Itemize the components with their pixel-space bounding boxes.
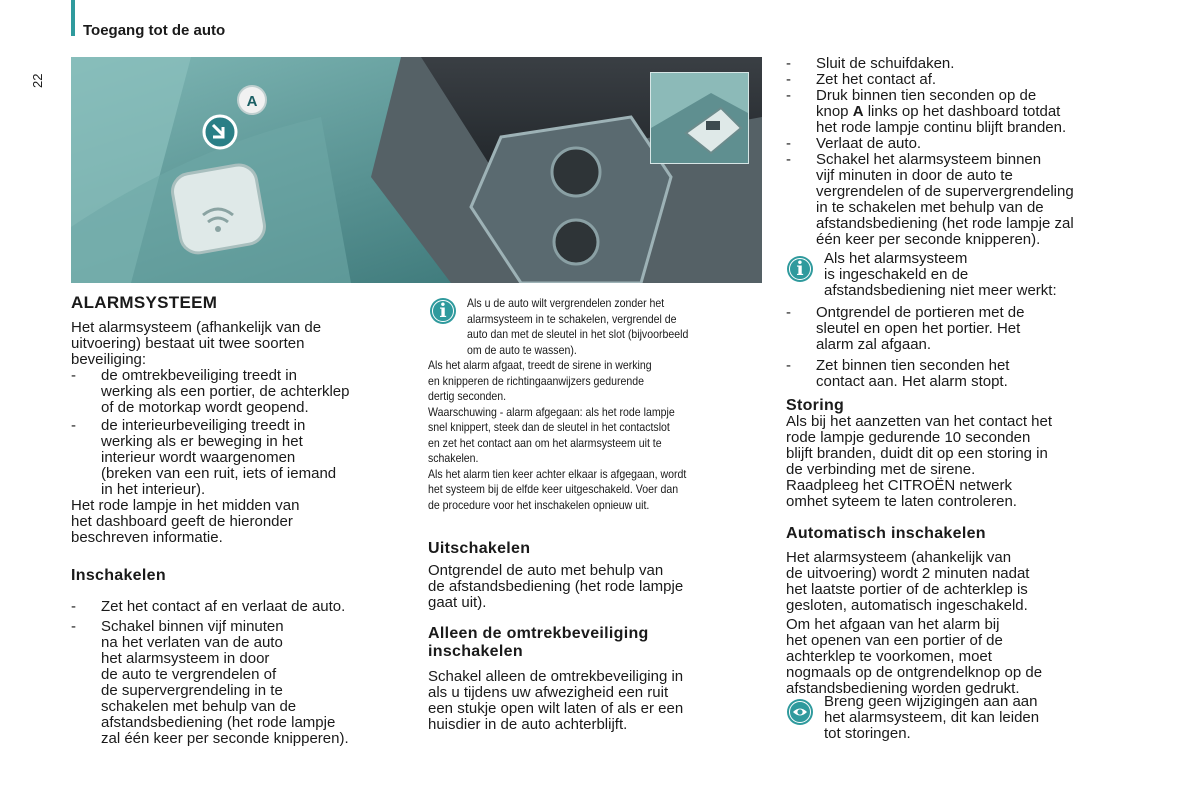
button-label-a: A [246, 93, 258, 110]
text-line: vergrendelen of de supervergrendeling [816, 183, 1074, 200]
text-line: Verlaat de auto. [816, 135, 922, 152]
text-line: afstandsbediening worden gedrukt. [786, 680, 1020, 697]
text-line: gesloten, automatisch ingeschakeld. [786, 597, 1028, 614]
text-line: Zet binnen tien seconden het [816, 357, 1010, 374]
list-item [786, 152, 1131, 248]
list-dash: - [786, 135, 791, 152]
list-item [786, 72, 1131, 88]
text-line: beveiliging: [71, 351, 147, 368]
text-line: Druk binnen tien seconden op de [816, 87, 1037, 104]
text-line: één keer per seconde knipperen). [816, 231, 1041, 248]
text-line: rode lampje gedurende 10 seconden [786, 429, 1031, 446]
text-line: snel knippert, steek dan de sleutel in het contactslot [428, 420, 670, 434]
text-line: schakelen. [428, 451, 479, 465]
text-line: inschakelen [428, 643, 523, 660]
list-item [786, 88, 1131, 136]
list-item [786, 136, 1131, 152]
text-line: Raadpleeg het CITROËN netwerk [786, 477, 1012, 494]
alarm-intro [71, 320, 411, 546]
info-icon: i [787, 256, 813, 282]
text-line: huisdier in de auto achterblijft. [428, 716, 628, 733]
inset-photo [650, 72, 749, 164]
alarm-title: ALARMSYSTEEM [71, 293, 218, 312]
text-line: nogmaals op de ontgrendelknop op de [786, 664, 1043, 681]
list-item [786, 56, 1131, 72]
text-line: (breken van een ruit, iets of iemand [101, 465, 337, 482]
text-line: in te schakelen met behulp van de [816, 199, 1044, 216]
list-dash: - [71, 598, 76, 615]
text-line: Waarschuwing - alarm afgegaan: als het rode lampje [428, 404, 675, 419]
text-line: dertig seconden. [428, 389, 507, 403]
uitschakelen-text [428, 563, 768, 611]
text-line: alarm zal afgaan. [816, 336, 932, 353]
text-line: als u tijdens uw afwezigheid een ruit [428, 684, 669, 701]
text-line: gaat uit). [428, 594, 487, 611]
omtrek-title [428, 625, 649, 661]
section-tab-bar [71, 0, 75, 36]
list-dash: - [71, 367, 76, 384]
text-line: beschreven informatie. [71, 529, 223, 546]
text-line: Sluit de schuifdaken. [816, 55, 955, 72]
text-line: het openen van een portier of de [786, 632, 1003, 649]
text-fragment: links op het dashboard totdat [863, 103, 1061, 120]
list-dash: - [786, 357, 791, 374]
list-dash: - [786, 87, 791, 104]
text-line: het alarmsysteem, dit kan leiden [824, 709, 1040, 726]
list-dash: - [71, 417, 76, 434]
text-line: het dashboard geeft de hieronder [71, 513, 293, 530]
text-line: uitvoering) bestaat uit twee soorten [71, 335, 305, 352]
text-line: auto dan met de sleutel in het slot (bijvoorbeeld [467, 327, 689, 341]
text-line: of de motorkap wordt geopend. [101, 399, 309, 416]
text-line: afstandsbediening niet meer werkt: [824, 282, 1057, 299]
text-line: Ontgrendel de auto met behulp van [428, 562, 664, 579]
text-line: het rode lampje continu blijft branden. [816, 119, 1067, 136]
text-line: Het alarmsysteem (afhankelijk van de [71, 319, 322, 336]
info-icon: i [430, 298, 456, 324]
section-title: Toegang tot de auto [83, 22, 226, 39]
text-line: zal één keer per seconde knipperen). [101, 730, 349, 747]
text-line: de interieurbeveiliging treedt in [101, 417, 306, 434]
info-note-remote [824, 251, 1134, 299]
auto-title: Automatisch inschakelen [786, 525, 986, 542]
text-line: contact aan. Het alarm stopt. [816, 373, 1008, 390]
text-line: na het verlaten van de auto [101, 634, 283, 651]
list-item [786, 305, 1131, 353]
warning-note [824, 694, 1134, 742]
text-line: Schakel binnen vijf minuten [101, 618, 284, 635]
text-line: alarmsysteem in te schakelen, vergrendel de [467, 311, 677, 326]
list-item [786, 358, 1131, 390]
steps-list-remote [786, 305, 1131, 390]
text-line: het alarmsysteem in door [101, 650, 270, 667]
text-line: de supervergrendeling in te [101, 682, 283, 699]
text-line: Schakel alleen de omtrekbeveiliging in [428, 668, 684, 685]
text-line: Zet het contact af en verlaat de auto. [101, 598, 346, 615]
text-line: het laatste portier of de achterklep is [786, 581, 1028, 598]
text-line: is ingeschakeld en de [824, 266, 969, 283]
info-note [428, 358, 762, 513]
list-item [71, 418, 411, 498]
text-line: het systeem bij de elfde keer uitgeschakeld. Voer dan [428, 482, 679, 496]
text-line: om de auto te wassen). [467, 342, 577, 357]
text-line: Schakel het alarmsysteem binnen [816, 151, 1042, 168]
text-line: afstandsbediening (het rode lampje zal [816, 215, 1074, 232]
inschakelen-list [71, 599, 416, 747]
list-dash: - [71, 618, 76, 635]
text-line [816, 104, 1131, 120]
text-line: en zet het contact aan om het alarmsysteem uit te [428, 435, 662, 450]
text-line: sleutel en open het portier. Het [816, 320, 1021, 337]
list-item [71, 599, 416, 615]
text-line: Alleen de omtrekbeveiliging [428, 625, 649, 642]
list-dash: - [786, 304, 791, 321]
text-fragment: knop [816, 103, 853, 120]
text-line: afstandsbediening (het rode lampje [101, 714, 336, 731]
text-line: Als het alarm afgaat, treedt de sirene in werking [428, 358, 652, 372]
text-line: Als het alarmsysteem [824, 250, 968, 267]
text-line: en knipperen de richtingaanwijzers gedurende [428, 373, 645, 388]
text-line: een stukje open wilt laten of als er een [428, 700, 684, 717]
steps-list [786, 56, 1131, 248]
text-line: de afstandsbediening (het rode lampje [428, 578, 684, 595]
text-line: vijf minuten in door de auto te [816, 167, 1013, 184]
text-line: de omtrekbeveiliging treedt in [101, 367, 297, 384]
car-door-illustration [651, 73, 748, 163]
list-item [71, 619, 416, 747]
text-line: Om het afgaan van het alarm bij [786, 616, 1000, 633]
storing-title: Storing [786, 397, 845, 414]
list-dash: - [786, 55, 791, 72]
text-line: Als u de auto wilt vergrendelen zonder het [467, 296, 665, 310]
text-line: Het rode lampje in het midden van [71, 497, 300, 514]
text-line: de procedure voor het inschakelen opnieuw uit. [428, 497, 650, 512]
text-line: interieur wordt waargenomen [101, 449, 296, 466]
info-note-indented [467, 296, 766, 358]
text-line: Als bij het aanzetten van het contact het [786, 413, 1053, 430]
list-dash: - [786, 151, 791, 168]
page-number: 22 [30, 73, 45, 88]
text-line: achterklep te voorkomen, moet [786, 648, 992, 665]
inschakelen-title: Inschakelen [71, 567, 166, 584]
text-line: de auto te vergrendelen of [101, 666, 277, 683]
text-line: in het interieur). [101, 481, 206, 498]
omtrek-text [428, 669, 773, 733]
text-line: tot storingen. [824, 725, 911, 742]
uitschakelen-title: Uitschakelen [428, 540, 531, 557]
list-dash: - [786, 71, 791, 88]
text-line: omhet syteem te laten controleren. [786, 493, 1017, 510]
list-item [71, 368, 411, 416]
auto-text [786, 550, 1131, 697]
text-line: blijft branden, duidt dit op een storing in [786, 445, 1048, 462]
storing-text [786, 414, 1131, 510]
text-line: Zet het contact af. [816, 71, 937, 88]
text-line: werking als een portier, de achterklep [101, 383, 350, 400]
text-line: Als het alarm tien keer achter elkaar is afgegaan, wordt [428, 466, 687, 481]
eye-icon [787, 699, 813, 725]
text-line: schakelen met behulp van de [101, 698, 297, 715]
text-line: Breng geen wijzigingen aan aan [824, 693, 1038, 710]
button-a-ref: A [852, 103, 864, 120]
text-line: Het alarmsysteem (ahankelijk van [786, 549, 1012, 566]
text-line: werking als er beweging in het [101, 433, 303, 450]
text-line: de verbinding met de sirene. [786, 461, 976, 478]
text-line: de uitvoering) wordt 2 minuten nadat [786, 565, 1030, 582]
text-line: Ontgrendel de portieren met de [816, 304, 1025, 321]
